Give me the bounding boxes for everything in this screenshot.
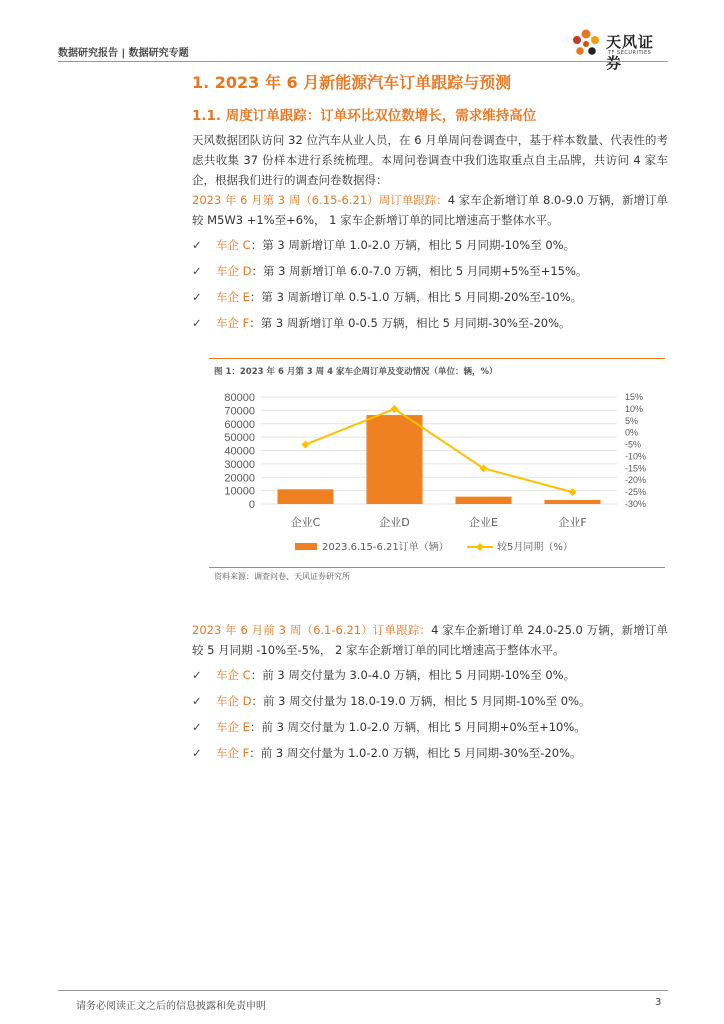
y-left-tick-label: 70000 bbox=[224, 405, 255, 418]
checkmark-icon: ✓ bbox=[192, 746, 202, 760]
line-point bbox=[569, 488, 577, 496]
bullet-text: 第 3 周新增订单 6.0-7.0 万辆，相比 5 月同期+5%至+15%。 bbox=[263, 264, 588, 278]
cumulative-lead: 2023 年 6 月前 3 周（6.1-6.21）订单跟踪： bbox=[192, 623, 432, 637]
bullet-text: 前 3 周交付量为 1.0-2.0 万辆，相比 5 月同期+0%至+10%。 bbox=[261, 720, 586, 734]
page-number: 3 bbox=[655, 997, 662, 1008]
bullet-company: 车企 E bbox=[216, 290, 250, 304]
y-right-tick-label: -15% bbox=[625, 463, 647, 474]
list-item: ✓ 车企 C：第 3 周新增订单 1.0-2.0 万辆，相比 5 月同期-10%至 0%。 bbox=[192, 238, 576, 252]
y-left-tick-label: 10000 bbox=[224, 485, 255, 498]
y-right-tick-label: -10% bbox=[625, 451, 647, 462]
weekly-body: 4 家车企新增订单 8.0-9.0 万辆，新增订单较 M5W3 +1%至+6%， 1 家车企新增订单的同比增速高于整体水平。 bbox=[192, 193, 668, 227]
y-right-tick-label: 0% bbox=[625, 427, 639, 438]
list-item: ✓ 车企 E：前 3 周交付量为 1.0-2.0 万辆，相比 5 月同期+0%至+10%。 bbox=[192, 720, 586, 734]
figure-source: 资料来源：调查问卷、天风证券研究所 bbox=[214, 572, 350, 581]
y-left-tick-label: 20000 bbox=[224, 472, 255, 485]
bullet-company: 车企 F bbox=[216, 746, 250, 760]
y-left-tick-label: 60000 bbox=[224, 418, 255, 431]
footer-disclaimer: 请务必阅读正文之后的信息披露和免责申明 bbox=[76, 1001, 266, 1012]
legend-line-label: 较5月同期（%） bbox=[497, 542, 573, 553]
y-left-tick-label: 40000 bbox=[224, 445, 255, 458]
legend-bar-label: 2023.6.15-6.21订单（辆） bbox=[322, 542, 449, 553]
combo-chart bbox=[209, 384, 665, 564]
cumulative-summary bbox=[192, 620, 668, 660]
checkmark-icon: ✓ bbox=[192, 290, 202, 304]
logo-subtitle: TF SECURITIES bbox=[608, 50, 652, 56]
bullet-text: 前 3 周交付量为 18.0-19.0 万辆，相比 5 月同期-10%至 0%。 bbox=[263, 694, 591, 708]
report-category: 数据研究报告 | 数据研究专题 bbox=[58, 48, 189, 59]
y-left-tick-label: 80000 bbox=[224, 392, 255, 404]
list-item: ✓ 车企 D：第 3 周新增订单 6.0-7.0 万辆，相比 5 月同期+5%至+15%。 bbox=[192, 264, 588, 278]
checkmark-icon: ✓ bbox=[192, 316, 202, 330]
tf-securities-logo-icon bbox=[568, 26, 604, 62]
intro-paragraph: 天风数据团队访问 32 位汽车从业人员，在 6 月单周问卷调查中，基于样本数量、代表性的考虑共收集 37 份样本进行系统梳理。本周问卷调查中我们选取重点自主品牌，共访问 4 家车企，根据我们进行的调查问卷数据得： bbox=[192, 133, 668, 187]
x-tick-label: 企业D bbox=[379, 516, 410, 529]
y-right-tick-label: -5% bbox=[625, 439, 642, 450]
bullet-text: 第 3 周新增订单 0-0.5 万辆，相比 5 月同期-30%至-20%。 bbox=[260, 316, 571, 330]
checkmark-icon: ✓ bbox=[192, 694, 202, 708]
x-tick-label: 企业E bbox=[469, 516, 498, 529]
section-subtitle: 1.1. 周度订单跟踪：订单环比双位数增长，需求维持高位 bbox=[192, 108, 537, 124]
bullet-company: 车企 E bbox=[216, 720, 250, 734]
checkmark-icon: ✓ bbox=[192, 238, 202, 252]
bullet-company: 车企 C bbox=[216, 668, 251, 682]
y-right-tick-label: 5% bbox=[625, 415, 639, 426]
section-title: 1. 2023 年 6 月新能源汽车订单跟踪与预测 bbox=[192, 73, 512, 92]
checkmark-icon: ✓ bbox=[192, 668, 202, 682]
list-item: ✓ 车企 F：第 3 周新增订单 0-0.5 万辆，相比 5 月同期-30%至-20%。 bbox=[192, 316, 571, 330]
bar bbox=[366, 415, 422, 504]
weekly-lead: 2023 年 6 月第 3 周（6.15-6.21）周订单跟踪： bbox=[192, 193, 448, 207]
figure-bottom-rule bbox=[209, 567, 665, 568]
y-left-tick-label: 0 bbox=[248, 499, 255, 511]
y-right-tick-label: -30% bbox=[625, 499, 647, 509]
list-item: ✓ 车企 E：第 3 周新增订单 0.5-1.0 万辆，相比 5 月同期-20%至-10%。 bbox=[192, 290, 583, 304]
logo-name: 天风证券 bbox=[606, 33, 655, 72]
y-right-tick-label: 15% bbox=[625, 392, 644, 402]
weekly-summary bbox=[192, 190, 668, 230]
y-right-tick-label: 10% bbox=[625, 403, 644, 414]
bullet-company: 车企 C bbox=[216, 238, 251, 252]
bar bbox=[277, 489, 333, 504]
legend-line-marker bbox=[476, 543, 484, 551]
bullet-text: 第 3 周新增订单 0.5-1.0 万辆，相比 5 月同期-20%至-10%。 bbox=[261, 290, 583, 304]
y-right-tick-label: -20% bbox=[625, 475, 647, 486]
bullet-text: 前 3 周交付量为 1.0-2.0 万辆，相比 5 月同期-30%至-20%。 bbox=[260, 746, 582, 760]
line-point bbox=[302, 441, 310, 449]
legend-bar-swatch bbox=[295, 543, 317, 550]
checkmark-icon: ✓ bbox=[192, 720, 202, 734]
figure-title: 图 1：2023 年 6 月第 3 周 4 家车企周订单及变动情况（单位：辆，%） bbox=[214, 367, 498, 377]
bullet-text: 第 3 周新增订单 1.0-2.0 万辆，相比 5 月同期-10%至 0%。 bbox=[262, 238, 576, 252]
list-item: ✓ 车企 D：前 3 周交付量为 18.0-19.0 万辆，相比 5 月同期-10%至 0%。 bbox=[192, 694, 591, 708]
list-item: ✓ 车企 C：前 3 周交付量为 3.0-4.0 万辆，相比 5 月同期-10%至 0%。 bbox=[192, 668, 576, 682]
footer-divider bbox=[58, 990, 668, 991]
checkmark-icon: ✓ bbox=[192, 264, 202, 278]
bullet-company: 车企 D bbox=[216, 264, 252, 278]
figure-top-rule bbox=[209, 358, 665, 359]
x-tick-label: 企业C bbox=[290, 516, 321, 529]
brand-logo bbox=[568, 26, 668, 72]
list-item: ✓ 车企 F：前 3 周交付量为 1.0-2.0 万辆，相比 5 月同期-30%至-20%。 bbox=[192, 746, 582, 760]
header-divider bbox=[58, 61, 668, 62]
y-right-tick-label: -25% bbox=[625, 487, 647, 498]
bullet-company: 车企 F bbox=[216, 316, 250, 330]
bar bbox=[544, 500, 600, 504]
bar bbox=[455, 497, 511, 504]
cumulative-body: 4 家车企新增订单 24.0-25.0 万辆，新增订单较 5 月同期 -10%至-5%， 2 家车企新增订单的同比增速高于整体水平。 bbox=[192, 623, 668, 657]
y-left-tick-label: 30000 bbox=[224, 458, 255, 471]
bullet-company: 车企 D bbox=[216, 694, 252, 708]
bullet-text: 前 3 周交付量为 3.0-4.0 万辆，相比 5 月同期-10%至 0%。 bbox=[262, 668, 576, 682]
y-left-tick-label: 50000 bbox=[224, 432, 255, 445]
x-tick-label: 企业F bbox=[558, 516, 587, 529]
